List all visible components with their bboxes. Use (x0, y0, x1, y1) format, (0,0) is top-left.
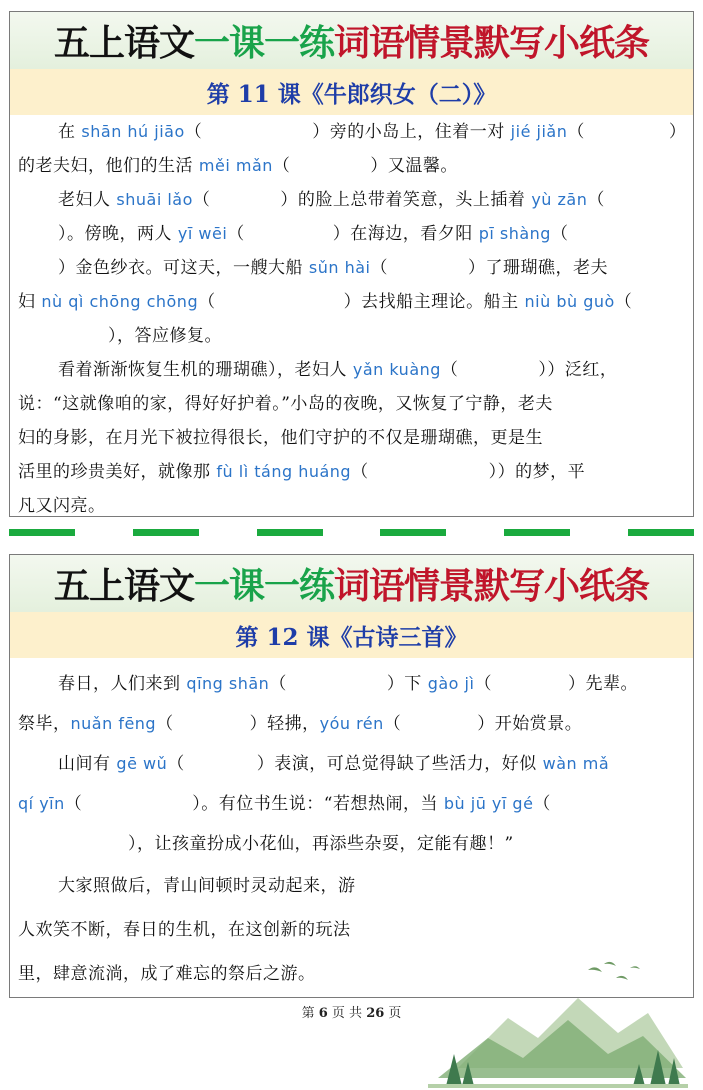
passage-text: （ (550, 224, 569, 244)
passage-text: （ (227, 224, 245, 244)
title-part-topic: 词语情景默写小纸条 (334, 23, 650, 64)
passage-text: 祭毕， (18, 714, 71, 734)
passage-text: ） (668, 122, 687, 142)
passage-line (18, 387, 685, 421)
passage-line (18, 115, 685, 149)
passage-text: 人欢笑不断，春日的生机，在这创新的玩法 (18, 920, 351, 940)
passage-line (18, 704, 685, 744)
passage-line (18, 744, 685, 784)
passage-text: （ (184, 122, 203, 142)
title-part-series: 一课一练 (193, 566, 334, 607)
passage-text: ）去找船主理论。船主 (343, 292, 525, 312)
pinyin-hint: yī wēi (177, 224, 228, 243)
passage-line (18, 149, 685, 183)
passage-text: （ (440, 360, 459, 380)
passage-text: 看着渐渐恢复生机的珊瑚礁），老妇人 (58, 360, 353, 380)
passage-text: ）。傍晚，两人 (58, 224, 178, 244)
birds-icon (588, 962, 640, 980)
pinyin-hint: gào jì (427, 674, 475, 693)
passage-text: ）表演，可总觉得缺了些活力，好似 (256, 754, 543, 774)
passage-text: （ (474, 674, 492, 694)
passage-text: ）先辈。 (567, 674, 638, 694)
passage-text: 山间有 (58, 754, 117, 774)
lesson-title: 第 12 课《古诗三首》 (10, 612, 693, 658)
passage-line (18, 183, 685, 217)
passage-line (18, 455, 685, 489)
passage-text: ）。有位书生说：“若想热闹，当 (192, 794, 444, 814)
pinyin-hint: yǎn kuàng (352, 360, 441, 379)
passage-text: 里，肆意流淌，成了难忘的祭后之游。 (18, 964, 316, 984)
title-part-series: 一课一练 (193, 23, 334, 64)
divider-dash (380, 529, 446, 536)
passage-text: 妇的身影，在月光下被拉得很长，他们守护的不仅是珊瑚礁，更是生 (18, 428, 543, 448)
passage-text: （ (533, 794, 551, 814)
page-footer (0, 1002, 703, 1021)
pinyin-hint: měi mǎn (198, 156, 273, 175)
worksheet-title-bar (10, 12, 693, 69)
passage-text: （ (370, 258, 388, 278)
footer-suffix: 页 (388, 1006, 402, 1021)
passage-line (18, 824, 685, 864)
passage-text: 妇 (18, 292, 42, 312)
lesson-passage (10, 115, 693, 523)
pinyin-hint: nù qì chōng chōng (41, 292, 199, 311)
pinyin-hint: gē wǔ (116, 754, 168, 773)
passage-line (18, 421, 685, 455)
passage-text: ）了珊瑚礁，老夫 (468, 258, 608, 278)
pinyin-hint: nuǎn fēng (70, 714, 157, 733)
mountain-landscape-illustration (428, 958, 688, 1090)
pinyin-hint: yóu rén (319, 714, 384, 733)
title-part-subject: 五上语文 (53, 566, 194, 607)
lesson-passage (10, 658, 693, 996)
footer-page-number: 6 (318, 1006, 328, 1021)
pinyin-hint: shuāi lǎo (116, 190, 193, 209)
passage-text: ））的梦，平 (488, 462, 586, 482)
passage-text: （ (351, 462, 369, 482)
passage-line (18, 489, 685, 523)
passage-text: ），答应修复。 (108, 326, 222, 346)
worksheet-card-lesson-12 (9, 554, 694, 998)
passage-line (18, 784, 685, 824)
passage-text: （ (269, 674, 287, 694)
divider-dash (504, 529, 570, 536)
title-part-topic: 词语情景默写小纸条 (334, 566, 650, 607)
passage-text: 老妇人 (58, 190, 117, 210)
passage-text: （ (614, 292, 633, 312)
passage-line (18, 319, 685, 353)
passage-text: （ (64, 794, 83, 814)
passage-line (18, 251, 685, 285)
worksheet-title-bar (10, 555, 693, 612)
passage-text: ）的脸上总带着笑意，头上插着 (280, 190, 532, 210)
divider-dash (257, 529, 323, 536)
pinyin-hint: jié jiǎn (510, 122, 568, 141)
pinyin-hint: sǔn hài (308, 258, 371, 277)
divider-dash (628, 529, 694, 536)
footer-prefix: 第 (301, 1006, 315, 1021)
passage-text: （ (156, 714, 174, 734)
divider-dash (133, 529, 199, 536)
passage-line (18, 285, 685, 319)
passage-text: （ (272, 156, 291, 176)
passage-text: 活里的珍贵美好，就像那 (18, 462, 217, 482)
pinyin-hint: yù zān (531, 190, 588, 209)
divider-dash (9, 529, 75, 536)
section-divider (9, 529, 694, 536)
pinyin-hint: fù lì táng huáng (216, 462, 352, 481)
worksheet-card-lesson-11 (9, 11, 694, 517)
passage-text: 的老夫妇，他们的生活 (18, 156, 199, 176)
passage-text: 凡又闪亮。 (18, 496, 106, 516)
passage-line (18, 864, 685, 908)
lesson-title: 第 11 课《牛郎织女（二）》 (10, 69, 693, 115)
pinyin-hint: pī shàng (478, 224, 551, 243)
passage-text: 大家照做后，青山间顿时灵动起来，游 (58, 876, 356, 896)
passage-text: （ (567, 122, 585, 142)
passage-text: 在 (58, 122, 82, 142)
passage-text: ）开始赏景。 (477, 714, 583, 734)
passage-text: ）下 (386, 674, 428, 694)
passage-text: ）在海边，看夕阳 (332, 224, 479, 244)
passage-text: （ (192, 190, 211, 210)
passage-text: （ (383, 714, 402, 734)
pinyin-hint: bù jū yī gé (443, 794, 534, 813)
pinyin-hint: niù bù guò (524, 292, 615, 311)
passage-line (18, 664, 685, 704)
footer-total-pages: 26 (366, 1006, 385, 1021)
passage-line (18, 217, 685, 251)
passage-text: 说：“这就像咱的家，得好好护着。”小岛的夜晚，又恢复了宁静，老夫 (18, 394, 553, 414)
title-part-subject: 五上语文 (53, 23, 194, 64)
passage-text: （ (198, 292, 216, 312)
passage-text: ））泛红， (538, 360, 618, 380)
passage-text: ）旁的小岛上，住着一对 (312, 122, 511, 142)
passage-line (18, 908, 685, 952)
pinyin-hint: wàn mǎ (542, 754, 610, 773)
passage-text: 春日，人们来到 (58, 674, 187, 694)
passage-line (18, 353, 685, 387)
passage-text: ）金色纱衣。可这天，一艘大船 (58, 258, 309, 278)
pinyin-hint: qīng shān (186, 674, 270, 693)
passage-text: （ (167, 754, 185, 774)
passage-text: ），让孩童扮成小花仙，再添些杂耍，定能有趣！” (128, 834, 514, 854)
passage-text: （ (587, 190, 605, 210)
passage-text: ）又温馨。 (370, 156, 458, 176)
pinyin-hint: shān hú jiāo (81, 122, 185, 141)
passage-text: ）轻拂， (249, 714, 320, 734)
pinyin-hint: qí yīn (18, 794, 65, 813)
footer-middle: 页 共 (331, 1006, 363, 1021)
